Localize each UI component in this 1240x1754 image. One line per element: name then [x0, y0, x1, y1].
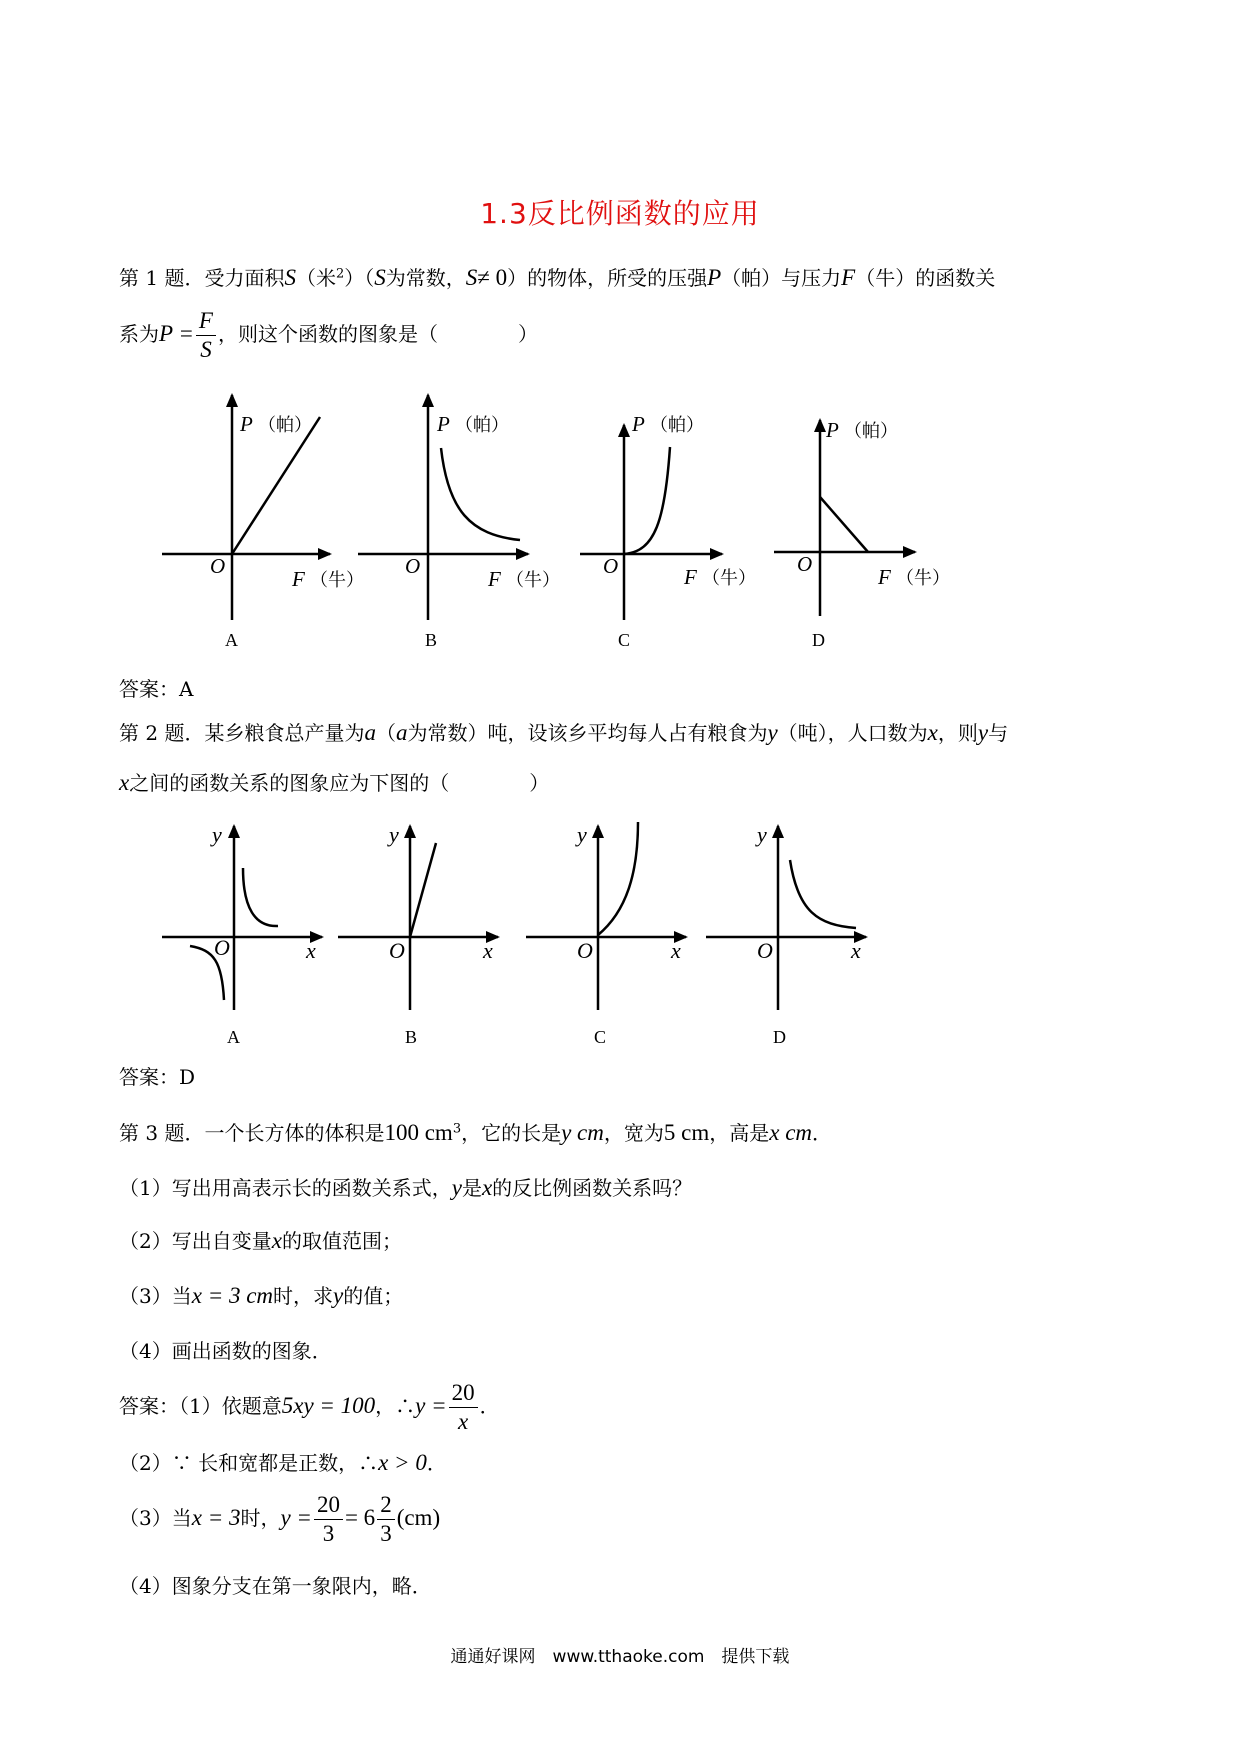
- q3-text: ．: [812, 1121, 833, 1145]
- origin: O: [214, 935, 230, 960]
- q2-graph-d: [706, 826, 866, 1010]
- q1-text: ，则这个函数的图象是（ ）: [217, 322, 538, 346]
- origin: O: [577, 938, 593, 963]
- q3-text: （2）∵ 长和宽都是正数，∴: [119, 1451, 379, 1475]
- q2-line2: [119, 767, 549, 796]
- curve: [624, 447, 670, 554]
- q2-answer: 答案：D: [119, 1065, 196, 1089]
- ylabel: y: [212, 822, 222, 847]
- q3-text: ，∴: [375, 1394, 416, 1418]
- q2-label: 第 2 题．: [119, 721, 205, 745]
- yunit: （帕）: [650, 415, 704, 435]
- frac-den: 3: [380, 1521, 392, 1546]
- q2-line1: [119, 717, 1008, 746]
- q2-graph-c: [526, 822, 686, 1010]
- origin: O: [603, 554, 619, 578]
- q3-answer2: [119, 1447, 447, 1476]
- frac-den: 3: [322, 1521, 335, 1546]
- q3-unit: (cm): [396, 1505, 441, 1530]
- yunit: （帕）: [844, 421, 898, 441]
- q2-text: （: [375, 721, 396, 745]
- q3-answer1: [119, 1380, 500, 1435]
- yunit: （帕）: [455, 415, 509, 435]
- frac-den: x: [458, 1409, 469, 1434]
- q1-text: 为常数，: [385, 266, 466, 290]
- q2-text: ，则: [937, 721, 978, 745]
- curve: [410, 843, 436, 937]
- q3-text: 时，: [240, 1506, 281, 1530]
- q3-text: （3）当: [119, 1284, 192, 1308]
- q3-text: 的反比例函数关系吗？: [492, 1176, 693, 1200]
- xunit: （牛）: [310, 570, 364, 590]
- q1-text: （牛）的函数关: [855, 266, 996, 290]
- ylabel: P: [826, 418, 839, 442]
- q1-superscript: 2: [335, 266, 345, 282]
- origin: O: [797, 552, 813, 576]
- q2-var-x: x: [927, 720, 938, 745]
- xlabel: F: [878, 565, 891, 589]
- q1-var-f: F: [841, 265, 856, 290]
- xlabel: F: [488, 567, 501, 591]
- q2-graph-a: [162, 826, 322, 1010]
- q2-var-x: x: [119, 770, 130, 795]
- q3-equation: x > 0: [378, 1450, 427, 1475]
- ylabel: P: [632, 412, 645, 436]
- yunit: （帕）: [258, 415, 312, 435]
- origin: O: [757, 938, 773, 963]
- xlabel: F: [684, 565, 697, 589]
- q3-text: ，高是: [709, 1121, 770, 1145]
- q3-text: 时，求: [273, 1284, 334, 1308]
- q3-fraction: [449, 1380, 478, 1435]
- q3-label: 第 3 题．: [119, 1121, 205, 1145]
- curve: [232, 417, 320, 554]
- q2-var-y: y: [767, 720, 778, 745]
- xunit: （牛）: [896, 568, 950, 588]
- page-title: 1.3反比例函数的应用: [480, 197, 760, 230]
- q3-text: 的取值范围；: [281, 1229, 402, 1253]
- xlabel: F: [292, 567, 305, 591]
- xlabel: x: [671, 938, 681, 963]
- q3-var-y: y: [333, 1283, 344, 1308]
- q2-text: 为常数）吨，设该乡平均每人占有粮食为: [407, 721, 768, 745]
- q2-var-a: a: [364, 720, 376, 745]
- graph-letter: C: [594, 1027, 607, 1047]
- q3-equation: y =: [415, 1393, 447, 1418]
- q3-answer3: [119, 1492, 440, 1547]
- q1-graph-c: [580, 425, 722, 620]
- curve: [441, 448, 520, 540]
- q3-part2: [119, 1225, 402, 1254]
- q1-text: ）（: [344, 266, 375, 290]
- page-footer: 通通好课网 www.tthaoke.com 提供下载: [450, 1647, 790, 1667]
- curve: [820, 497, 868, 552]
- xunit: （牛）: [506, 570, 560, 590]
- q1-formula-lhs: P =: [159, 321, 194, 346]
- q3-answer4: （4）图象分支在第一象限内，略．: [119, 1574, 432, 1598]
- graph-letter: B: [405, 1027, 418, 1047]
- q1-frac-num: F: [196, 308, 216, 336]
- q3-var-y: y: [451, 1175, 462, 1200]
- origin: O: [389, 938, 405, 963]
- q1-text: （米: [295, 266, 336, 290]
- q3-text: ，宽为: [603, 1121, 664, 1145]
- q3-text: （1）写出用高表示长的函数关系式，: [119, 1176, 452, 1200]
- q1-text: ）的物体，所受的压强: [507, 266, 708, 290]
- q1-neq: ≠ 0: [477, 265, 508, 290]
- q3-text: ，它的长是: [461, 1121, 562, 1145]
- q3-text: ．: [479, 1394, 500, 1418]
- curve-q1: [243, 868, 278, 926]
- q3-text: （3）当: [119, 1506, 192, 1530]
- q3-part4: （4）画出函数的图象．: [119, 1339, 332, 1363]
- xlabel: x: [851, 938, 861, 963]
- q3-text: 一个长方体的体积是: [204, 1121, 385, 1145]
- q3-width: 5 cm: [663, 1120, 710, 1145]
- q2-text: （吨），人口数为: [777, 721, 928, 745]
- q3-part3: [119, 1280, 403, 1309]
- origin: O: [405, 554, 421, 578]
- curve: [598, 822, 638, 935]
- q3-var-x: x: [271, 1228, 282, 1253]
- q3-text: 是: [461, 1176, 482, 1200]
- q3-text: 的值；: [343, 1284, 404, 1308]
- q1-var-p: P: [707, 265, 722, 290]
- q2-graph-b: [338, 826, 498, 1010]
- q2-var-a: a: [395, 720, 408, 745]
- graph-letter: C: [618, 630, 631, 650]
- q1-frac-den: S: [200, 337, 212, 362]
- q1-var-s: S: [374, 265, 386, 290]
- q3-equation: x = 3: [191, 1505, 241, 1530]
- q3-fraction: [314, 1492, 343, 1547]
- q3-equation: = 6: [344, 1505, 376, 1530]
- q3-fraction: [377, 1492, 395, 1547]
- q2-text: 某乡粮食总产量为: [204, 721, 365, 745]
- q3-text: ．: [426, 1451, 447, 1475]
- q3-volume: 100 cm: [384, 1120, 453, 1145]
- q3-equation: y =: [280, 1505, 312, 1530]
- q3-part1: [119, 1172, 692, 1201]
- graph-letter: B: [425, 630, 438, 650]
- q3-superscript: 3: [452, 1121, 462, 1137]
- ylabel: P: [437, 412, 450, 436]
- xlabel: x: [306, 938, 316, 963]
- frac-num: 20: [449, 1380, 478, 1408]
- q3-var-x: x: [481, 1175, 493, 1200]
- frac-num: 20: [314, 1492, 343, 1520]
- graph-letter: A: [225, 630, 238, 650]
- q1-graph-d: [774, 420, 915, 616]
- q3-line1: [119, 1117, 832, 1146]
- q3-text: 答案：（1）依题意: [119, 1394, 282, 1418]
- q1-text: （帕）与压力: [721, 266, 842, 290]
- curve: [790, 860, 856, 928]
- q3-height: x cm: [769, 1120, 813, 1145]
- q1-text: 受力面积: [204, 266, 285, 290]
- q3-length: y cm: [561, 1120, 604, 1145]
- ylabel: y: [757, 822, 767, 847]
- graph-letter: D: [773, 1027, 786, 1047]
- q1-text: 系为: [119, 322, 159, 346]
- frac-num: 2: [377, 1492, 395, 1520]
- ylabel: y: [577, 822, 587, 847]
- q2-text: 与: [988, 721, 1009, 745]
- q1-answer: 答案：A: [119, 677, 194, 701]
- q3-equation: 5xy = 100: [281, 1393, 376, 1418]
- xlabel: x: [483, 938, 493, 963]
- origin: O: [210, 554, 226, 578]
- ylabel: y: [389, 822, 399, 847]
- q3-equation: x = 3 cm: [191, 1283, 274, 1308]
- q3-text: （2）写出自变量: [119, 1229, 272, 1253]
- ylabel: P: [240, 412, 253, 436]
- graph-letter: D: [812, 630, 825, 650]
- xunit: （牛）: [702, 568, 756, 588]
- graph-letter: A: [227, 1027, 240, 1047]
- q1-var-s: S: [284, 265, 296, 290]
- q1-var-s: S: [465, 265, 478, 290]
- q1-label: 第 1 题．: [119, 266, 205, 290]
- q2-var-y: y: [977, 720, 989, 745]
- q2-text: 之间的函数关系的图象应为下图的（ ）: [129, 771, 550, 795]
